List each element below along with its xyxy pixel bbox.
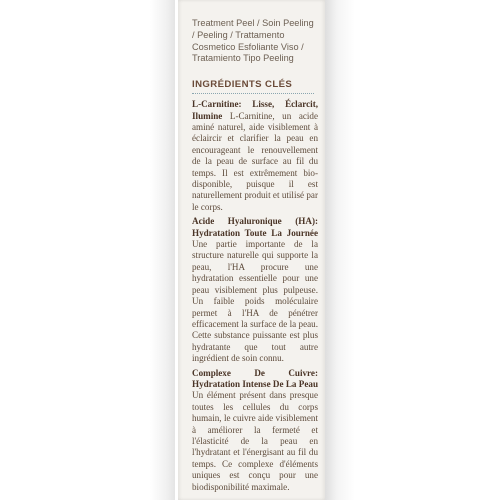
ingredient-description: Une partie importante de la structure naturelle qui supporte la peau, l'HA procure une hydratation essentielle pour une peau visiblement plus pulpeuse. Un faible poids moléculaire permet à l'HA de pénétrer efficacement la surface de la peau. Cette substance puissante est plus hydratante que tout autre ingrédient de soin connu. bbox=[192, 239, 318, 364]
ingredient-l-carnitine bbox=[192, 99, 318, 213]
ingredient-description: Un élément présent dans presque toutes les cellules du corps humain, le cuivre aide visiblement à améliorer la fermeté et l'élasticité de la peau en l'hydratant et l'énergisant au fil du temps. Ce complexe d'éléments uniques est conçu pour une biodisponibilité maximale. bbox=[192, 390, 318, 492]
ingredient-copper-complex bbox=[192, 368, 318, 493]
ingredient-name: L-Carnitine: Lisse, Éclarcit, Ilumine bbox=[192, 99, 318, 121]
background-left bbox=[0, 0, 175, 500]
ingredient-description: L-Carnitine, un acide aminé naturel, aide visiblement à éclaircir et clarifier la peau en encourageant le renouvellement de la peau de surface au fil du temps. Il est extrêmement bio-disponible, puisque il est naturellement produit et utilisé par le corps. bbox=[192, 110, 318, 212]
ingredient-hyaluronic-acid bbox=[192, 216, 318, 364]
ingredient-text-block bbox=[192, 18, 318, 493]
ingredient-name: Acide Hyaluronique (HA): Hydratation Toute La Journée bbox=[192, 216, 318, 238]
product-title: Treatment Peel / Soin Peeling / Peeling / Trattamento Cosmetico Esfoliante Viso / Tratamiento Tipo Peeling bbox=[192, 18, 314, 64]
ingredient-name: Complexe De Cuivre: Hydratation Intense De La Peau bbox=[192, 367, 318, 389]
key-ingredients-heading: INGRÉDIENTS CLÉS bbox=[192, 79, 293, 91]
background-right bbox=[325, 0, 500, 500]
dotted-divider bbox=[192, 93, 314, 94]
